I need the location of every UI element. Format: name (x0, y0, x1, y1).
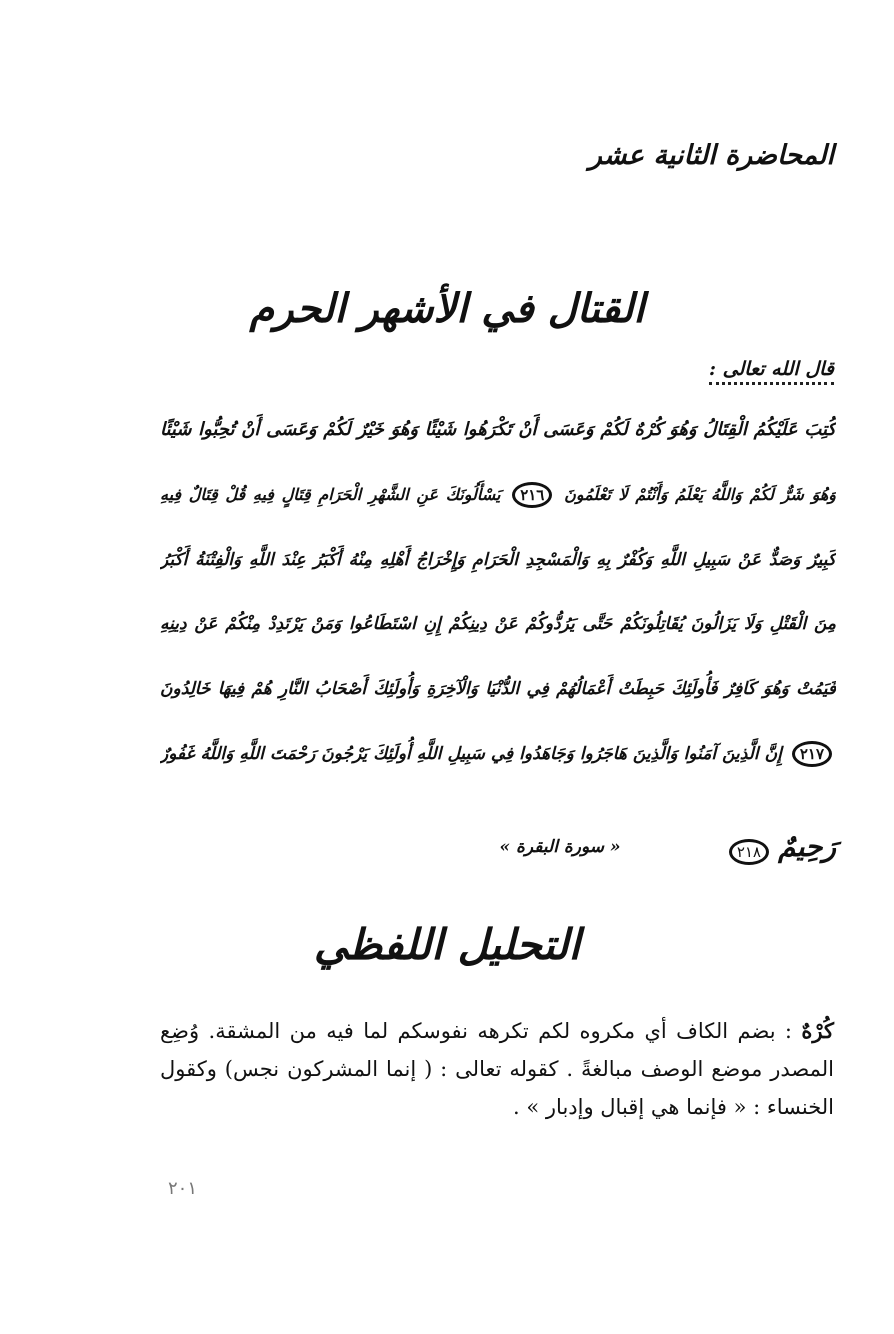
analysis-text: : بضم الكاف أي مكروه لكم تكرهه نفوسكم لما فيه من المشقة. وُضِع (160, 1019, 793, 1043)
lead-in: قال الله تعالى : (709, 358, 834, 385)
ayah-number-marker: ٢١٧ (792, 741, 832, 767)
page-number: ٢٠١ (168, 1178, 198, 1199)
verse-line (160, 657, 836, 722)
analysis-term: كُرْهٌ (801, 1018, 834, 1043)
verse-text: كُتِبَ عَلَيْكُمُ الْقِتَالُ وَهُوَ كُرْهٌ لَكُمْ وَعَسَى أَنْ تَكْرَهُوا شَيْئًا وَهُوَ خَيْرٌ لَكُمْ وَعَسَى أَنْ تُحِبُّوا شَيْئًا (160, 419, 836, 440)
surah-reference: « سورة البقرة » (499, 837, 621, 857)
verse-text: كَبِيرٌ وَصَدٌّ عَنْ سَبِيلِ اللَّهِ وَكُفْرٌ بِهِ وَالْمَسْجِدِ الْحَرَامِ وَإِخْرَاجُ أَهْلِهِ مِنْهُ أَكْبَرُ عِنْدَ اللَّهِ وَالْفِتْنَةُ أَكْبَرُ (160, 549, 836, 570)
ayah-number-marker: ٢١٨ (729, 839, 769, 865)
ayah-number-marker: ٢١٦ (512, 482, 552, 508)
verse-line (160, 463, 836, 528)
section-title: القتال في الأشهر الحرم (249, 285, 645, 332)
verse-text: مِنَ الْقَتْلِ وَلَا يَزَالُونَ يُقَاتِلُونَكُمْ حَتَّى يَرُدُّوكُمْ عَنْ دِينِكُمْ إِنِ اسْتَطَاعُوا وَمَنْ يَرْتَدِدْ مِنْكُمْ عَنْ دِينِهِ (160, 614, 836, 635)
analysis-title: التحليل اللفظي (313, 920, 581, 969)
verse-line (160, 398, 836, 463)
quran-verses (160, 398, 836, 787)
verse-text: رَحِيمٌ (778, 830, 836, 863)
verse-line (160, 722, 836, 787)
analysis-text: المصدر موضع الوصف مبالغةً . كقوله تعالى : ( إنما المشركون (287, 1057, 834, 1081)
verse-text: فَيَمُتْ وَهُوَ كَافِرٌ فَأُولَئِكَ حَبِطَتْ أَعْمَالُهُمْ فِي الدُّنْيَا وَالْآخِرَةِ وَأُولَئِكَ أَصْحَابُ النَّارِ هُمْ فِيهَا خَالِدُونَ (160, 679, 836, 700)
analysis-paragraph (160, 1012, 834, 1126)
verse-text: وَهُوَ شَرٌّ لَكُمْ وَاللَّهُ يَعْلَمُ وَأَنْتُمْ لَا تَعْلَمُونَ (564, 484, 836, 504)
verse-text: يَسْأَلُونَكَ عَنِ الشَّهْرِ الْحَرَامِ قِتَالٍ فِيهِ قُلْ قِتَالٌ فِيهِ (160, 484, 501, 504)
verse-line (160, 528, 836, 593)
verse-closing-line (160, 812, 836, 882)
lecture-title: المحاضرة الثانية عشر (588, 140, 834, 171)
verse-text: إِنَّ الَّذِينَ آمَنُوا وَالَّذِينَ هَاجَرُوا وَجَاهَدُوا فِي سَبِيلِ اللَّهِ أُولَئِكَ يَرْجُونَ رَحْمَتَ اللَّهِ وَاللَّهُ غَفُورٌ (160, 743, 782, 764)
analysis-text: نجس) وكقول الخنساء : « فإنما هي إقبال وإدبار » . (160, 1057, 834, 1119)
verse-line (160, 592, 836, 657)
